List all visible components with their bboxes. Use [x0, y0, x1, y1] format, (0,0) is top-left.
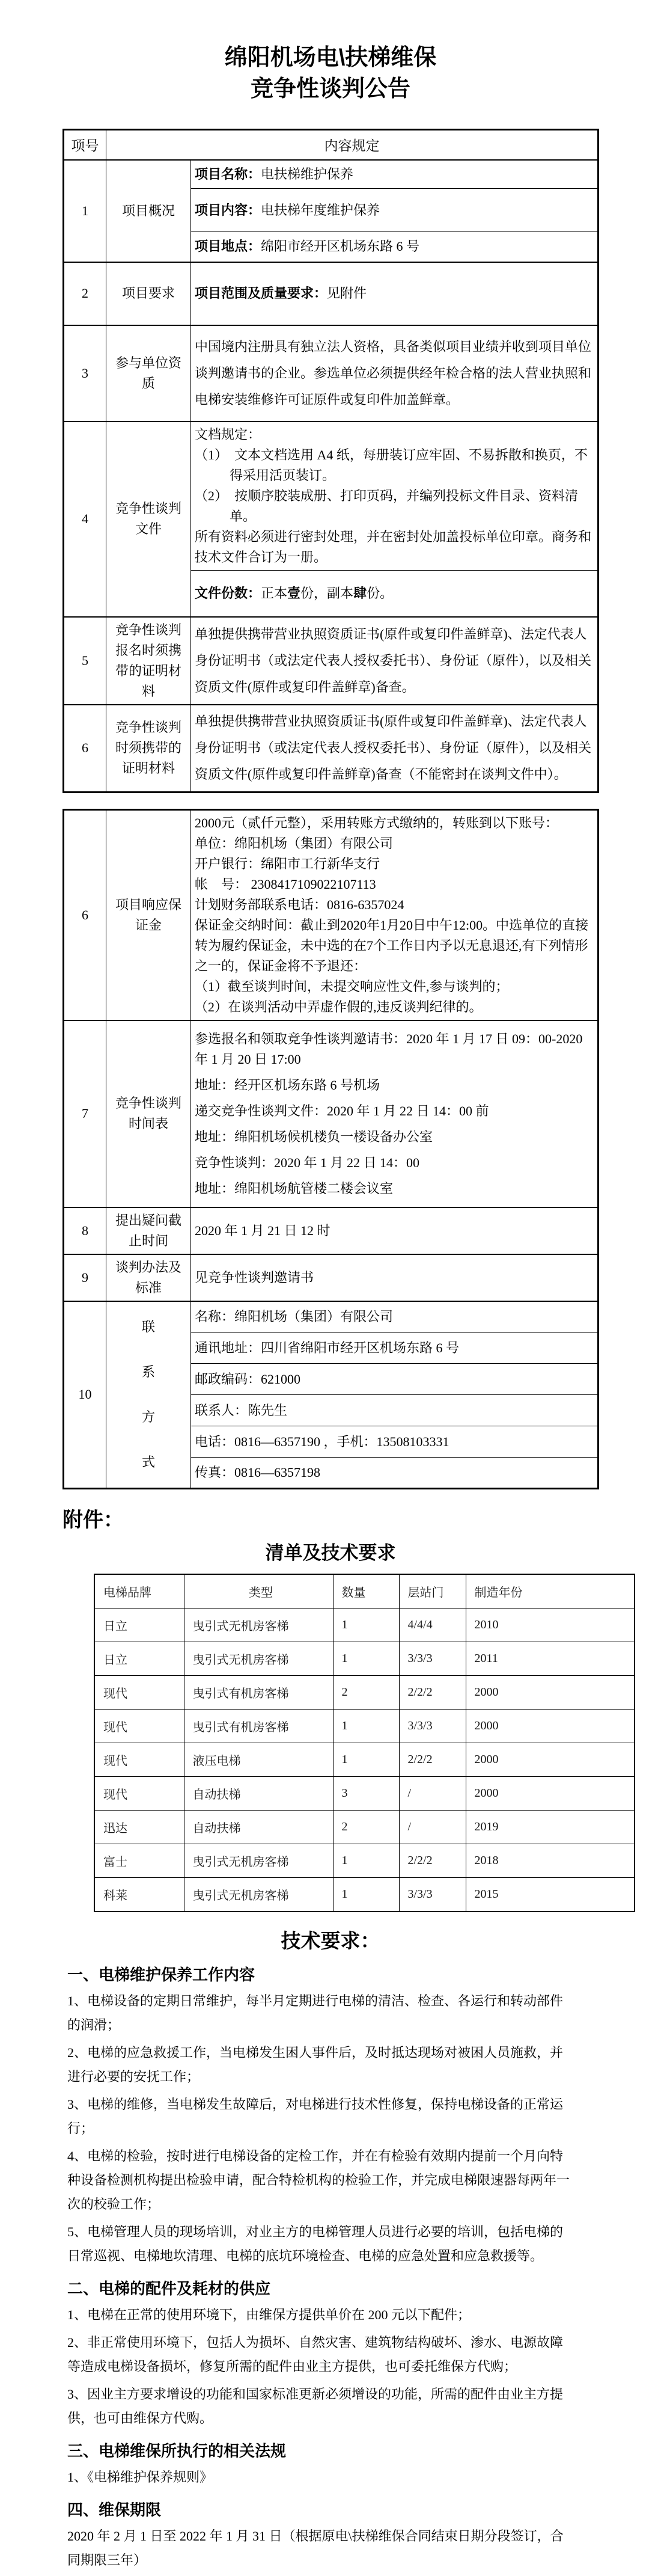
question-deadline-cell: 2020 年 1 月 21 日 12 时	[191, 1207, 599, 1254]
table-row	[64, 1301, 599, 1332]
row-number: 3	[64, 325, 106, 422]
doc-rule-item2: （2） 按顺序胶装成册、打印页码，并编列投标文件目录、资料清单。	[195, 488, 579, 524]
tech-section-4-heading: 四、维保期限	[67, 2501, 162, 2519]
deposit-line: 2000元（贰仟元整），采用转账方式缴纳的，转账到以下账号：	[195, 815, 559, 830]
tech-item: 1、《电梯维护保养规则》	[67, 2470, 213, 2485]
field-value: 绵阳市经开区机场东路 6 号	[261, 239, 420, 254]
attachment-heading: 附件：	[62, 1509, 124, 1532]
deposit-line: （1）截至谈判时间，未提交响应性文件,参与谈判的；	[195, 978, 509, 994]
contact-postcode-cell: 邮政编码：621000	[191, 1364, 599, 1395]
page-title-line1: 绵阳机场电\扶梯维保	[224, 45, 437, 70]
announcement-table-part1	[62, 129, 599, 793]
row-number: 8	[64, 1207, 106, 1254]
row-label: 谈判办法及标准	[106, 1254, 191, 1301]
signup-materials-cell: 单独提供携带营业执照资质证书(原件或复印件盖鲜章)、法定代表人身份证明书（或法定代表人授权委托书）、身份证（原件），以及相关资质文件(原件或复印件盖鲜章)备查。	[191, 617, 599, 705]
copies-text: 正本	[261, 585, 288, 601]
cell-type: 曳引式无机房客梯	[184, 1642, 333, 1676]
negotiation-materials-cell: 单独提供携带营业执照资质证书(原件或复印件盖鲜章)、法定代表人身份证明书（或法定代表人授权委托书）、身份证（原件），以及相关资质文件(原件或复印件盖鲜章)备查（不能密封在谈判文件中）。	[191, 705, 599, 792]
tech-item: 2、电梯的应急救援工作，当电梯发生困人事件后，及时抵达现场对被困人员施救，并进行必要的安抚工作；	[67, 2045, 564, 2084]
elevator-table-header	[94, 1574, 635, 1608]
cell-quantity: 1	[333, 1608, 399, 1642]
row-number: 1	[64, 160, 106, 262]
table-row	[64, 262, 599, 325]
contact-person-cell: 联系人：陈先生	[191, 1395, 599, 1426]
cell-brand: 科莱	[94, 1878, 184, 1912]
table-row	[94, 1844, 635, 1878]
project-site-cell	[191, 232, 599, 262]
tech-section-2-heading: 二、电梯的配件及耗材的供应	[67, 2280, 271, 2298]
table-header-row	[64, 130, 599, 160]
contact-label-char: 式	[141, 1454, 155, 1470]
field-label: 项目地点：	[195, 239, 261, 254]
schedule-line: 参选报名和领取竞争性谈判邀请书：2020 年 1 月 17 日 09：00-2020 年 1 月 20 日 17:00	[195, 1031, 583, 1067]
cell-year: 2000	[466, 1676, 635, 1710]
cell-brand: 现代	[94, 1676, 184, 1710]
document-page	[0, 42, 661, 2572]
header-content-rule: 内容规定	[106, 130, 599, 160]
schedule-line: 地址：经开区机场东路 6 号机场	[195, 1077, 380, 1093]
cell-brand: 日立	[94, 1608, 184, 1642]
table-row	[64, 809, 599, 1020]
cell-stops: 3/3/3	[399, 1642, 466, 1676]
cell-brand: 富士	[94, 1844, 184, 1878]
cell-quantity: 3	[333, 1777, 399, 1811]
contact-phone-cell: 电话：0816—6357190 ，手机：13508103331	[191, 1426, 599, 1458]
deposit-line: 保证金交纳时间：截止到2020年1月20日中午12:00。中选单位的直接转为履约保证金，未中选的在7个工作日内予以无息退还,有下列情形之一的，保证金将不予退还：	[195, 917, 589, 974]
tech-item: 1、电梯设备的定期日常维护，每半月定期进行电梯的清洁、检查、各运行和转动部件的润滑；	[67, 1993, 564, 2032]
contact-label-char: 联	[141, 1319, 155, 1334]
cell-stops: 3/3/3	[399, 1878, 466, 1912]
tech-item: 3、因业主方要求增设的功能和国家标准更新必须增设的功能，所需的配件由业主方提供，也可由维保方代购。	[67, 2387, 564, 2426]
cell-brand: 现代	[94, 1743, 184, 1777]
row-label: 项目响应保证金	[106, 809, 191, 1020]
tech-section-1-heading: 一、电梯维护保养工作内容	[67, 1966, 255, 1984]
cell-type: 曳引式有机房客梯	[184, 1676, 333, 1710]
cell-type: 自动扶梯	[184, 1777, 333, 1811]
row-label: 提出疑问截止时间	[106, 1207, 191, 1254]
contact-label-vertical	[110, 1304, 187, 1485]
tech-section-3-heading: 三、电梯维保所执行的相关法规	[67, 2442, 287, 2460]
cell-year: 2018	[466, 1844, 635, 1878]
table-row	[64, 617, 599, 705]
row-label: 竞争性谈判报名时须携带的证明材料	[106, 617, 191, 705]
list-and-tech-title: 清单及技术要求	[265, 1542, 396, 1563]
cell-year: 2011	[466, 1642, 635, 1676]
cell-stops: /	[399, 1777, 466, 1811]
table-row	[94, 1743, 635, 1777]
row-number: 6	[64, 809, 106, 1020]
row-label: 竞争性谈判时间表	[106, 1020, 191, 1207]
contact-address-cell: 通讯地址：四川省绵阳市经开区机场东路 6 号	[191, 1332, 599, 1364]
field-value: 电扶梯年度维护保养	[261, 202, 380, 218]
row-number: 4	[64, 422, 106, 618]
project-name-cell	[191, 160, 599, 189]
field-label: 文件份数：	[195, 585, 261, 601]
header-item-number: 项号	[64, 130, 106, 160]
cell-type: 曳引式有机房客梯	[184, 1710, 333, 1743]
table-row	[64, 1020, 599, 1207]
row-label	[106, 1301, 191, 1489]
cell-stops: 2/2/2	[399, 1676, 466, 1710]
cell-year: 2015	[466, 1878, 635, 1912]
table-row	[64, 1254, 599, 1301]
schedule-line: 地址：绵阳机场候机楼负一楼设备办公室	[195, 1129, 433, 1144]
table-row	[64, 705, 599, 792]
row-label: 参与单位资质	[106, 325, 191, 422]
table-row	[94, 1676, 635, 1710]
cell-brand: 现代	[94, 1710, 184, 1743]
copies-bold: 壹	[287, 585, 301, 601]
row-label: 竞争性谈判文件	[106, 422, 191, 618]
field-label: 项目范围及质量要求：	[195, 286, 327, 301]
page-title-line2: 竞争性谈判公告	[250, 76, 410, 102]
field-value: 电扶梯维护保养	[261, 166, 354, 182]
cell-stops: /	[399, 1811, 466, 1844]
deposit-line: 计划财务部联系电话：0816-6357024	[195, 897, 404, 912]
project-scope-cell	[191, 262, 599, 325]
field-label: 项目内容：	[195, 202, 261, 218]
cell-quantity: 2	[333, 1811, 399, 1844]
table-row	[94, 1878, 635, 1912]
schedule-cell	[191, 1020, 599, 1207]
table-row	[94, 1777, 635, 1811]
row-number: 9	[64, 1254, 106, 1301]
col-header-quantity: 数量	[333, 1574, 399, 1608]
cell-quantity: 2	[333, 1676, 399, 1710]
cell-brand: 现代	[94, 1777, 184, 1811]
schedule-line: 递交竞争性谈判文件：2020 年 1 月 22 日 14：00 前	[195, 1103, 489, 1118]
project-content-cell	[191, 189, 599, 232]
deposit-line: 帐 号： 2308417109022107113	[195, 876, 376, 892]
deposit-line: 开户银行：绵阳市工行新华支行	[195, 856, 380, 871]
contact-label-char: 方	[141, 1409, 155, 1424]
table-row	[94, 1642, 635, 1676]
cell-type: 曳引式无机房客梯	[184, 1878, 333, 1912]
cell-type: 曳引式无机房客梯	[184, 1844, 333, 1878]
cell-type: 液压电梯	[184, 1743, 333, 1777]
row-number: 7	[64, 1020, 106, 1207]
cell-quantity: 1	[333, 1710, 399, 1743]
field-label: 项目名称：	[195, 166, 261, 182]
cell-stops: 3/3/3	[399, 1710, 466, 1743]
table-row	[64, 1207, 599, 1254]
document-rule-cell	[191, 422, 599, 571]
tech-item: 3、电梯的维修，当电梯发生故障后，对电梯进行技术性修复，保持电梯设备的正常运行；	[67, 2097, 564, 2136]
row-number: 2	[64, 262, 106, 325]
deposit-line: 单位：绵阳机场（集团）有限公司	[195, 835, 394, 851]
cell-brand: 迅达	[94, 1811, 184, 1844]
cell-type: 曳引式无机房客梯	[184, 1608, 333, 1642]
page-title	[0, 42, 661, 105]
copies-text: 份，副本	[300, 585, 354, 601]
cell-type: 自动扶梯	[184, 1811, 333, 1844]
doc-rule-seal: 所有资料必须进行密封处理，并在密封处加盖投标单位印章。商务和技术文件合订为一册。	[195, 529, 592, 565]
col-header-year: 制造年份	[466, 1574, 635, 1608]
tech-item: 5、电梯管理人员的现场培训，对业主方的电梯管理人员进行必要的培训，包括电梯的日常巡视、电梯地坎清理、电梯的底坑环境检查、电梯的应急处置和应急救援等。	[67, 2224, 564, 2263]
cell-year: 2019	[466, 1811, 635, 1844]
cell-quantity: 1	[333, 1743, 399, 1777]
elevator-list-table	[94, 1574, 635, 1912]
table-row	[64, 160, 599, 189]
table-row	[64, 422, 599, 571]
col-header-stops: 层站门	[399, 1574, 466, 1608]
qualification-cell: 中国境内注册具有独立法人资格，具备类似项目业绩并收到项目单位谈判邀请书的企业。参选单位必须提供经年检合格的法人营业执照和电梯安装维修许可证原件或复印件加盖鲜章。	[191, 325, 599, 422]
tech-item: 2、非正常使用环境下，包括人为损坏、自然灾害、建筑物结构破坏、渗水、电源故障等造成电梯设备损坏，修复所需的配件由业主方提供，也可委托维保方代购；	[67, 2335, 564, 2374]
cell-year: 2000	[466, 1777, 635, 1811]
tech-item: 4、电梯的检验，按时进行电梯设备的定检工作，并在有检验有效期内提前一个月向特种设备检测机构提出检验申请，配合特检机构的检验工作，并完成电梯限速器每两年一次的校验工作；	[67, 2148, 570, 2212]
schedule-line: 竞争性谈判：2020 年 1 月 22 日 14：00	[195, 1155, 420, 1170]
tech-item: 1、电梯在正常的使用环境下，由维保方提供单价在 200 元以下配件；	[67, 2307, 471, 2322]
cell-brand: 日立	[94, 1642, 184, 1676]
copies-text: 份。	[367, 585, 394, 601]
col-header-type: 类型	[184, 1574, 333, 1608]
cell-stops: 2/2/2	[399, 1743, 466, 1777]
cell-quantity: 1	[333, 1878, 399, 1912]
cell-quantity: 1	[333, 1642, 399, 1676]
tech-item: 2020 年 2 月 1 日至 2022 年 1 月 31 日（根据原电\扶梯维保合同结束日期分段签订，合同期限三年）	[67, 2528, 564, 2568]
method-standard-cell: 见竞争性谈判邀请书	[191, 1254, 599, 1301]
row-number: 6	[64, 705, 106, 792]
row-number: 10	[64, 1301, 106, 1489]
row-number: 5	[64, 617, 106, 705]
col-header-brand: 电梯品牌	[94, 1574, 184, 1608]
deposit-cell	[191, 809, 599, 1020]
contact-label-char: 系	[141, 1364, 155, 1379]
schedule-line: 地址：绵阳机场航管楼二楼会议室	[195, 1180, 394, 1196]
row-label: 竞争性谈判时须携带的证明材料	[106, 705, 191, 792]
contact-name-cell: 名称：绵阳机场（集团）有限公司	[191, 1301, 599, 1332]
document-copies-cell	[191, 570, 599, 617]
doc-rule-intro: 文档规定：	[195, 426, 261, 442]
cell-quantity: 1	[333, 1844, 399, 1878]
cell-year: 2010	[466, 1608, 635, 1642]
field-value: 见附件	[327, 286, 367, 301]
row-label: 项目要求	[106, 262, 191, 325]
cell-stops: 2/2/2	[399, 1844, 466, 1878]
contact-fax-cell: 传真：0816—6357198	[191, 1458, 599, 1489]
row-label: 项目概况	[106, 160, 191, 262]
cell-year: 2000	[466, 1743, 635, 1777]
doc-rule-item1: （1） 文本文档选用 A4 纸，每册装订应牢固、不易拆散和换页，不得采用活页装订。	[195, 447, 588, 483]
cell-year: 2000	[466, 1710, 635, 1743]
deposit-line: （2）在谈判活动中弄虚作假的,违反谈判纪律的。	[195, 999, 483, 1014]
table-row	[94, 1811, 635, 1844]
table-row	[64, 325, 599, 422]
tech-requirements-title: 技术要求：	[281, 1930, 380, 1952]
copies-bold: 肆	[353, 585, 367, 601]
table-row	[94, 1608, 635, 1642]
cell-stops: 4/4/4	[399, 1608, 466, 1642]
table-row	[94, 1710, 635, 1743]
announcement-table-part2	[62, 809, 599, 1490]
